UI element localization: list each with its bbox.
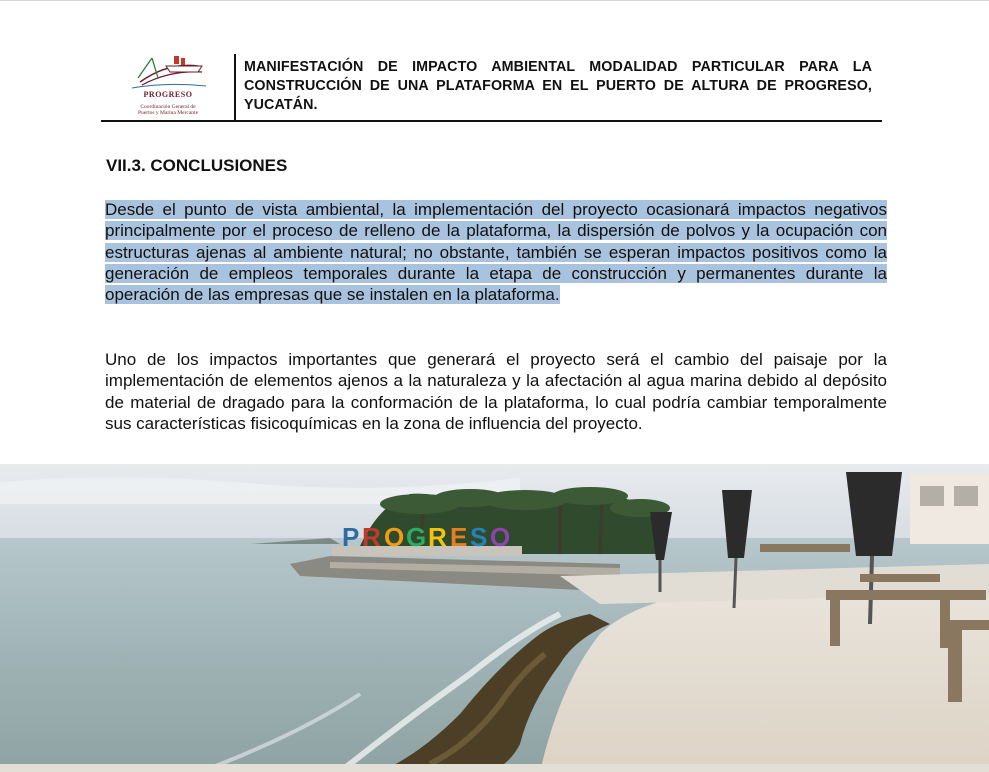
svg-text:S: S	[470, 522, 488, 552]
progreso-sign	[342, 522, 510, 552]
svg-text:E: E	[450, 522, 468, 552]
logo-name: PROGRESO	[143, 90, 193, 99]
header-rule	[101, 120, 882, 122]
paragraph-conclusion-2: Uno de los impactos importantes que generará el proyecto será el cambio del paisaje por la implementación de elementos ajenos a la naturaleza y la afectación al agua marina debido al depósito de material de dragado para la conformación de la plataforma, lo cual podría cambiar temporalmente sus características fisicoquímicas en la zona de influencia del proyecto.	[105, 350, 887, 433]
paragraph-conclusion-1[interactable]	[105, 199, 887, 305]
beach-photo	[0, 464, 989, 772]
logo-subtitle-2: Puertos y Marina Mercante	[137, 110, 199, 116]
svg-text:O: O	[490, 522, 511, 552]
svg-text:G: G	[406, 522, 427, 552]
logo	[118, 52, 218, 120]
section-heading: VII.3. CONCLUSIONES	[106, 156, 288, 175]
highlighted-text[interactable]: Desde el punto de vista ambiental, la implementación del proyecto ocasionará impactos negativos principalmente por el proceso de relleno de la plataforma, la dispersión de polvos y la ocupación con estructuras ajenas al ambiente natural; no obstante, también se esperan impactos positivos como la generación de empleos temporales durante la etapa de construcción y permanentes durante la operación de las empresas que se instalen en la plataforma.	[105, 200, 887, 305]
svg-text:R: R	[428, 522, 447, 552]
ship-icon	[118, 52, 218, 92]
logo-subtitle-1: Coordinación General de	[140, 104, 196, 110]
svg-text:P: P	[342, 522, 360, 552]
top-border	[0, 0, 989, 1]
header-separator	[234, 54, 236, 121]
svg-text:R: R	[362, 522, 381, 552]
document-title: MANIFESTACIÓN DE IMPACTO AMBIENTAL MODALIDAD PARTICULAR PARA LA CONSTRUCCIÓN DE UNA PLATAFORMA EN EL PUERTO DE ALTURA DE PROGRESO, YUCATÁN.	[244, 59, 872, 113]
svg-text:O: O	[384, 522, 405, 552]
